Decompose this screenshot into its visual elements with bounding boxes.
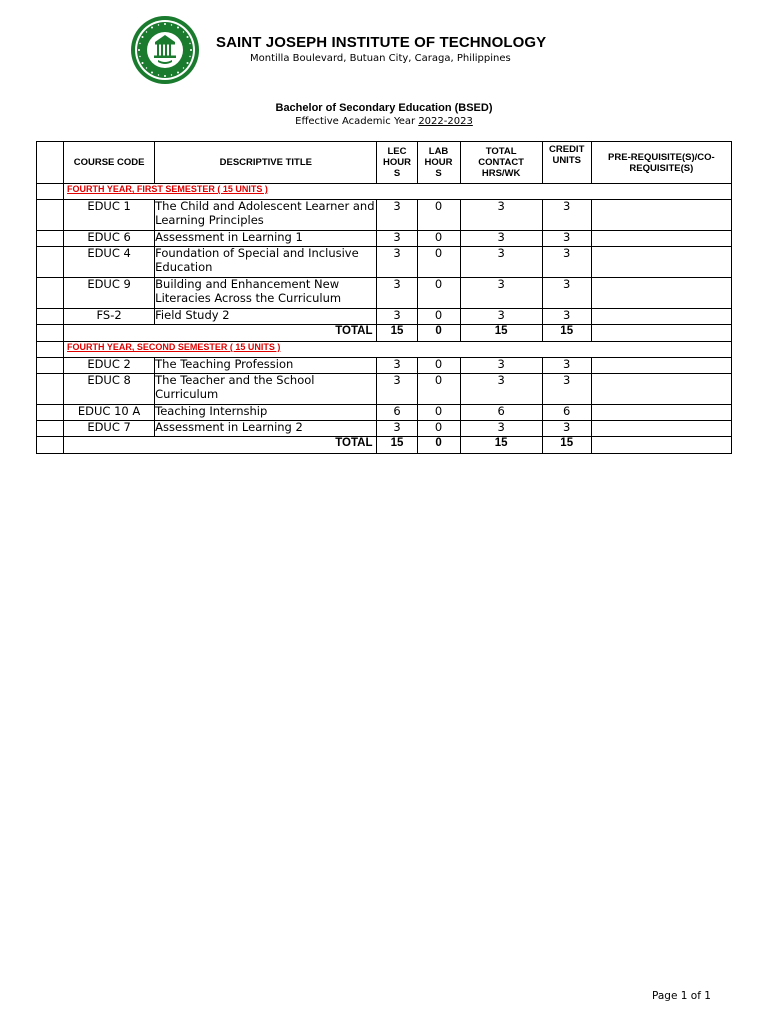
course-code: FS-2 bbox=[64, 309, 155, 325]
total-contact: 15 bbox=[460, 437, 542, 454]
course-code: EDUC 1 bbox=[64, 200, 155, 231]
lab-hours: 0 bbox=[417, 421, 460, 437]
total-hours: 3 bbox=[460, 247, 542, 278]
prerequisite bbox=[591, 247, 731, 278]
semester-label: FOURTH YEAR, SECOND SEMESTER ( 15 UNITS ) bbox=[64, 342, 732, 358]
lec-hours: 6 bbox=[377, 405, 417, 421]
credit-units: 3 bbox=[542, 247, 591, 278]
total-contact: 15 bbox=[460, 325, 542, 342]
course-title: Teaching Internship bbox=[155, 405, 377, 421]
total-lab: 0 bbox=[417, 325, 460, 342]
credit-units: 3 bbox=[542, 200, 591, 231]
prerequisite bbox=[591, 309, 731, 325]
header-course-code: COURSE CODE bbox=[64, 142, 155, 184]
course-title: The Teaching Profession bbox=[155, 358, 377, 374]
header-total-contact: TOTAL CONTACT HRS/WK bbox=[460, 142, 542, 184]
total-label: TOTAL bbox=[64, 437, 377, 454]
total-row bbox=[37, 437, 732, 454]
program-title: Bachelor of Secondary Education (BSED) bbox=[275, 102, 493, 114]
course-title: Foundation of Special and Inclusive Education bbox=[155, 247, 377, 278]
credit-units: 3 bbox=[542, 421, 591, 437]
total-lec: 15 bbox=[377, 437, 417, 454]
course-code: EDUC 10 A bbox=[64, 405, 155, 421]
table-row bbox=[37, 374, 732, 405]
credit-units: 3 bbox=[542, 231, 591, 247]
total-row bbox=[37, 325, 732, 342]
table-row bbox=[37, 278, 732, 309]
lec-hours: 3 bbox=[377, 200, 417, 231]
course-title: Building and Enhancement New Literacies Across the Curriculum bbox=[155, 278, 377, 309]
total-label: TOTAL bbox=[64, 325, 377, 342]
lab-hours: 0 bbox=[417, 358, 460, 374]
total-hours: 3 bbox=[460, 309, 542, 325]
lec-hours: 3 bbox=[377, 421, 417, 437]
course-code: EDUC 8 bbox=[64, 374, 155, 405]
lec-hours: 3 bbox=[377, 358, 417, 374]
institution-name: SAINT JOSEPH INSTITUTE OF TECHNOLOGY bbox=[216, 34, 547, 51]
table-row bbox=[37, 309, 732, 325]
lec-hours: 3 bbox=[377, 309, 417, 325]
academic-year-value: 2022-2023 bbox=[418, 116, 473, 127]
header-lec-hours: LEC HOUR S bbox=[377, 142, 417, 184]
course-code: EDUC 2 bbox=[64, 358, 155, 374]
total-hours: 3 bbox=[460, 200, 542, 231]
table-row bbox=[37, 358, 732, 374]
course-code: EDUC 6 bbox=[64, 231, 155, 247]
table-row bbox=[37, 231, 732, 247]
lab-hours: 0 bbox=[417, 200, 460, 231]
lab-hours: 0 bbox=[417, 278, 460, 309]
table-row bbox=[37, 421, 732, 437]
header-descriptive-title: DESCRIPTIVE TITLE bbox=[155, 142, 377, 184]
prerequisite bbox=[591, 231, 731, 247]
academic-year-prefix: Effective Academic Year bbox=[295, 116, 419, 127]
lab-hours: 0 bbox=[417, 405, 460, 421]
lab-hours: 0 bbox=[417, 309, 460, 325]
curriculum-table bbox=[36, 141, 732, 454]
header-credit-units: CREDIT UNITS bbox=[542, 142, 591, 184]
credit-units: 3 bbox=[542, 374, 591, 405]
header-prerequisites: PRE-REQUISITE(S)/CO- REQUISITE(S) bbox=[591, 142, 731, 184]
table-row bbox=[37, 247, 732, 278]
lec-hours: 3 bbox=[377, 278, 417, 309]
total-lab: 0 bbox=[417, 437, 460, 454]
credit-units: 3 bbox=[542, 358, 591, 374]
course-title: Field Study 2 bbox=[155, 309, 377, 325]
total-credit: 15 bbox=[542, 437, 591, 454]
total-lec: 15 bbox=[377, 325, 417, 342]
prerequisite bbox=[591, 405, 731, 421]
total-credit: 15 bbox=[542, 325, 591, 342]
total-hours: 3 bbox=[460, 231, 542, 247]
lab-hours: 0 bbox=[417, 247, 460, 278]
course-code: EDUC 7 bbox=[64, 421, 155, 437]
school-seal-logo bbox=[128, 15, 202, 85]
table-row bbox=[37, 405, 732, 421]
lab-hours: 0 bbox=[417, 231, 460, 247]
table-header-row bbox=[37, 142, 732, 184]
prerequisite bbox=[591, 374, 731, 405]
header-lab-hours: LAB HOUR S bbox=[417, 142, 460, 184]
academic-year bbox=[0, 116, 768, 127]
lec-hours: 3 bbox=[377, 374, 417, 405]
course-title: Assessment in Learning 1 bbox=[155, 231, 377, 247]
table-row bbox=[37, 200, 732, 231]
credit-units: 6 bbox=[542, 405, 591, 421]
total-hours: 3 bbox=[460, 278, 542, 309]
credit-units: 3 bbox=[542, 309, 591, 325]
total-hours: 3 bbox=[460, 374, 542, 405]
course-title: The Child and Adolescent Learner and Learning Principles bbox=[155, 200, 377, 231]
course-code: EDUC 9 bbox=[64, 278, 155, 309]
semester-row bbox=[37, 184, 732, 200]
course-title: Assessment in Learning 2 bbox=[155, 421, 377, 437]
total-hours: 6 bbox=[460, 405, 542, 421]
page-number: Page 1 of 1 bbox=[652, 990, 711, 1002]
header-blank bbox=[37, 142, 64, 184]
lec-hours: 3 bbox=[377, 231, 417, 247]
prerequisite bbox=[591, 358, 731, 374]
credit-units: 3 bbox=[542, 278, 591, 309]
lab-hours: 0 bbox=[417, 374, 460, 405]
prerequisite bbox=[591, 200, 731, 231]
semester-label: FOURTH YEAR, FIRST SEMESTER ( 15 UNITS ) bbox=[64, 184, 732, 200]
prerequisite bbox=[591, 278, 731, 309]
total-hours: 3 bbox=[460, 421, 542, 437]
semester-row bbox=[37, 342, 732, 358]
prerequisite bbox=[591, 421, 731, 437]
course-code: EDUC 4 bbox=[64, 247, 155, 278]
course-title: The Teacher and the School Curriculum bbox=[155, 374, 377, 405]
institution-address: Montilla Boulevard, Butuan City, Caraga, Philippines bbox=[250, 53, 511, 64]
lec-hours: 3 bbox=[377, 247, 417, 278]
total-hours: 3 bbox=[460, 358, 542, 374]
